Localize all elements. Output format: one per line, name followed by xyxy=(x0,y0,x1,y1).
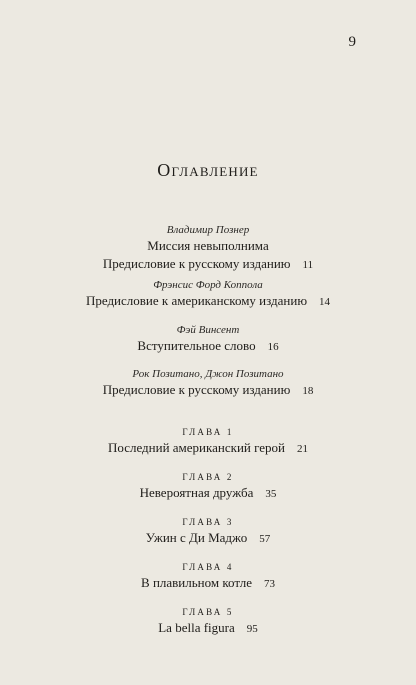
chapter-entry xyxy=(0,425,416,458)
entry-line xyxy=(0,237,416,255)
page-number: 9 xyxy=(348,34,356,50)
chapter-label: ГЛАВА 1 xyxy=(182,427,234,437)
entry-line xyxy=(0,292,416,311)
toc-entry xyxy=(0,223,416,274)
entry-line-text: Предисловие к русскому изданию xyxy=(102,382,291,397)
chapter-page-number: 73 xyxy=(263,578,275,590)
chapter-label: ГЛАВА 2 xyxy=(182,472,234,482)
chapter-title: Последний американский герой xyxy=(107,440,285,455)
entry-page-number: 18 xyxy=(302,385,314,397)
entry-line xyxy=(0,381,416,400)
toc-title: Оглавление xyxy=(157,160,259,180)
chapter-page-number: 35 xyxy=(265,488,277,500)
entry-author: Рок Позитано, Джон Позитано xyxy=(132,368,284,380)
chapter-title: Ужин с Ди Маджо xyxy=(145,530,248,545)
chapter-line xyxy=(0,619,416,638)
entry-page-number: 14 xyxy=(319,296,331,308)
toc-entry xyxy=(0,367,416,400)
entry-line-text: Предисловие к русскому изданию xyxy=(102,256,291,271)
toc-entry xyxy=(0,323,416,356)
entry-page-number: 11 xyxy=(302,259,314,271)
chapter-title: В плавильном котле xyxy=(141,575,252,590)
entry-line xyxy=(0,255,416,274)
chapter-title: La bella figura xyxy=(158,620,235,635)
chapter-entry xyxy=(0,560,416,593)
entry-line-text: Миссия невыполнима xyxy=(147,238,269,253)
chapter-title: Невероятная дружба xyxy=(139,485,254,500)
entry-line-text: Предисловие к американскому изданию xyxy=(85,293,308,308)
entry-author: Фрэнсис Форд Коппола xyxy=(153,279,263,291)
chapter-label: ГЛАВА 5 xyxy=(182,607,234,617)
chapter-entry xyxy=(0,515,416,548)
entry-line-text: Вступительное слово xyxy=(137,338,256,353)
chapter-label: ГЛАВА 3 xyxy=(182,517,234,527)
entry-line xyxy=(0,337,416,356)
chapter-page-number: 95 xyxy=(246,623,258,635)
chapter-line xyxy=(0,574,416,593)
chapter-page-number: 21 xyxy=(297,443,308,455)
chapter-page-number: 57 xyxy=(259,533,271,545)
chapter-entry xyxy=(0,605,416,638)
chapter-line xyxy=(0,529,416,548)
toc-entry xyxy=(0,278,416,311)
chapter-line xyxy=(0,484,416,503)
chapter-line xyxy=(0,439,416,458)
entry-page-number: 16 xyxy=(267,341,279,353)
chapter-label: ГЛАВА 4 xyxy=(182,562,234,572)
entry-author: Фэй Винсент xyxy=(176,324,240,336)
entry-author: Владимир Познер xyxy=(166,224,250,236)
chapter-entry xyxy=(0,470,416,503)
